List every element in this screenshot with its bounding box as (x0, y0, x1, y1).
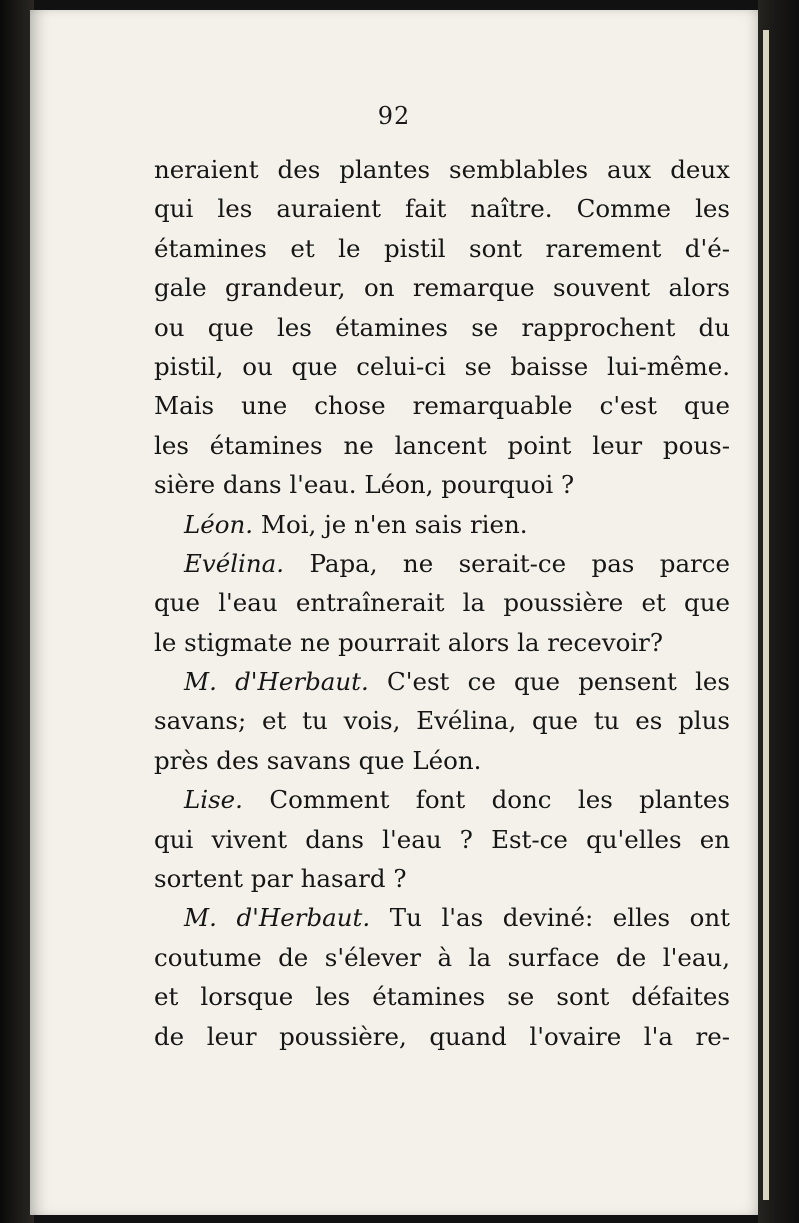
text-line: le stigmate ne pourrait alors la recevoir? (154, 627, 664, 657)
text-line: savans; et tu vois, Evélina, que tu es plus (154, 706, 730, 736)
next-page-edge (763, 30, 769, 1200)
text-line: près des savans que Léon. (154, 745, 482, 775)
text-line: gale grandeur, on remarque souvent alors (154, 273, 730, 303)
dialogue-line: Léon. Moi, je n'en sais rien. (184, 509, 528, 539)
speaker-name: Léon. (184, 509, 254, 539)
speaker-name: Evélina. (184, 548, 285, 578)
dialogue-line: M. d'Herbaut. C'est ce que pensent les (184, 667, 730, 697)
dialogue-line: M. d'Herbaut. Tu l'as deviné: elles ont (184, 903, 730, 933)
text-line: que l'eau entraînerait la poussière et que (154, 588, 730, 618)
text-line: et lorsque les étamines se sont défaites (154, 982, 730, 1012)
text-line: étamines et le pistil sont rarement d'é- (154, 233, 730, 263)
text-line: pistil, ou que celui-ci se baisse lui-même. (154, 351, 730, 381)
speaker-name: M. d'Herbaut. (184, 667, 369, 697)
page-number: 92 (377, 102, 411, 130)
text-line: coutume de s'élever à la surface de l'eau, (154, 942, 730, 972)
speaker-name: Lise. (184, 785, 243, 815)
book-spine-shadow (0, 0, 34, 1223)
speaker-name: M. d'Herbaut. (184, 903, 371, 933)
text-line: les étamines ne lancent point leur pous- (154, 430, 730, 460)
text-line: sière dans l'eau. Léon, pourquoi ? (154, 470, 575, 500)
text-line: qui les auraient fait naître. Comme les (154, 194, 730, 224)
text-line: neraient des plantes semblables aux deux (154, 155, 730, 184)
book-page (30, 10, 758, 1215)
text-line: sortent par hasard ? (154, 864, 407, 894)
text-line: de leur poussière, quand l'ovaire l'a re- (154, 1021, 730, 1051)
text-line: ou que les étamines se rapprochent du (154, 312, 730, 342)
page-text (154, 150, 730, 1056)
dialogue-line: Evélina. Papa, ne serait-ce pas parce (184, 548, 730, 578)
text-line: Mais une chose remarquable c'est que (154, 391, 730, 421)
dialogue-line: Lise. Comment font donc les plantes (184, 785, 730, 815)
text-line: qui vivent dans l'eau ? Est-ce qu'elles en (154, 824, 730, 854)
